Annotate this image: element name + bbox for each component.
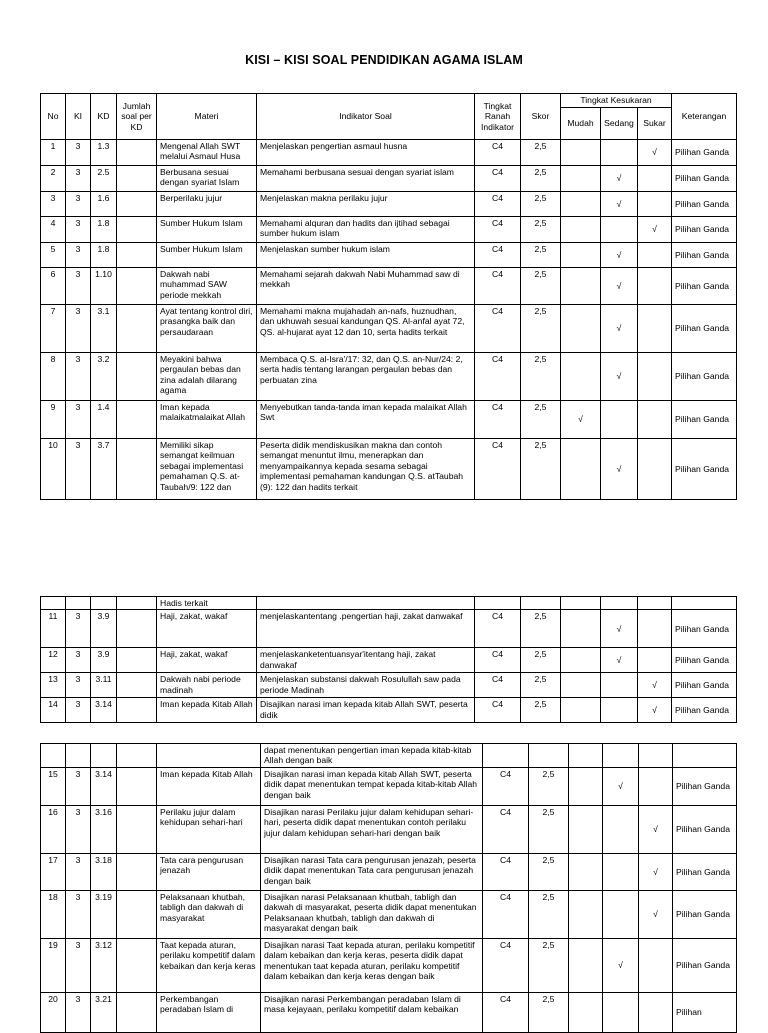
sukar-check: √ xyxy=(638,217,672,243)
kd-cell: 2.5 xyxy=(91,166,117,192)
ki-cell: 3 xyxy=(66,939,91,993)
no-cell: 19 xyxy=(41,939,66,993)
no-cell: 18 xyxy=(41,891,66,939)
mudah-check xyxy=(569,806,603,854)
skor-cell: 2,5 xyxy=(521,140,561,166)
kd-cell: 3.11 xyxy=(91,673,117,698)
jumlah-cell xyxy=(117,993,157,1033)
document-title: KISI – KISI SOAL PENDIDIKAN AGAMA ISLAM xyxy=(245,53,523,67)
kd-cell: 3.16 xyxy=(91,806,117,854)
sedang-check xyxy=(601,401,638,439)
skor-cell: 2,5 xyxy=(521,268,561,305)
sukar-check xyxy=(638,648,672,673)
sedang-check: √ xyxy=(601,610,638,648)
kd-cell: 3.14 xyxy=(91,698,117,723)
jumlah-cell xyxy=(117,698,157,723)
ki-cell: 3 xyxy=(66,854,91,891)
skor-cell: 2,5 xyxy=(521,401,561,439)
skor-cell: 2,5 xyxy=(529,891,569,939)
keterangan-cell: Pilihan Ganda xyxy=(672,673,737,698)
ranah-cell: C4 xyxy=(475,192,521,217)
jumlah-cell xyxy=(117,140,157,166)
indikator-cell: Menyebutkan tanda-tanda iman kepada malaikat Allah Swt xyxy=(257,401,475,439)
jumlah-cell xyxy=(117,217,157,243)
kd-cell: 3.1 xyxy=(91,305,117,353)
sukar-check xyxy=(638,401,672,439)
table-row xyxy=(41,243,737,268)
header-materi: Materi xyxy=(157,94,257,140)
sedang-check xyxy=(601,698,638,723)
materi-cell: Dakwah nabi periode madinah xyxy=(157,673,257,698)
keterangan-cell: Pilihan Ganda xyxy=(672,439,737,500)
indikator-cell: Disajikan narasi Tata cara pengurusan jenazah, peserta didik dapat menentukan Tata cara pengurusan jenazah dengan baik xyxy=(261,854,483,891)
kd-cell: 3.19 xyxy=(91,891,117,939)
table-row xyxy=(41,268,737,305)
no-cell: 2 xyxy=(41,166,66,192)
materi-cell: Haji, zakat, wakaf xyxy=(157,648,257,673)
sedang-check xyxy=(603,806,639,854)
mudah-check: √ xyxy=(561,401,601,439)
mudah-check xyxy=(561,243,601,268)
sukar-check xyxy=(638,243,672,268)
skor-cell: 2,5 xyxy=(521,166,561,192)
jumlah-cell xyxy=(117,401,157,439)
sedang-check xyxy=(601,217,638,243)
sedang-check xyxy=(603,993,639,1033)
indikator-continuation: dapat menentukan pengertian iman kepada kitab-kitab Allah dengan baik xyxy=(261,744,483,768)
kd-cell: 3.7 xyxy=(91,439,117,500)
ki-cell: 3 xyxy=(66,192,91,217)
mudah-check xyxy=(561,698,601,723)
kd-cell: 3.9 xyxy=(91,648,117,673)
materi-cell: Perkembangan peradaban Islam di xyxy=(157,993,261,1033)
skor-cell: 2,5 xyxy=(521,648,561,673)
sukar-check xyxy=(638,268,672,305)
sedang-check: √ xyxy=(601,166,638,192)
sukar-check xyxy=(638,305,672,353)
ranah-cell: C4 xyxy=(483,939,529,993)
indikator-cell: Disajikan narasi Taat kepada aturan, perilaku kompetitif dalam kebaikan dan kerja keras, peserta didik dapat menentukan taat kepada aturan, perilaku kompetitif dalam kebaikan dan kerja keras dengan baik xyxy=(261,939,483,993)
table-row xyxy=(41,439,737,500)
no-cell: 14 xyxy=(41,698,66,723)
mudah-check xyxy=(561,610,601,648)
ki-cell: 3 xyxy=(66,217,91,243)
ki-cell: 3 xyxy=(66,610,91,648)
materi-cell: Berbusana sesuai dengan syariat Islam xyxy=(157,166,257,192)
ranah-cell: C4 xyxy=(475,243,521,268)
materi-cell: Haji, zakat, wakaf xyxy=(157,610,257,648)
ki-cell: 3 xyxy=(66,439,91,500)
table-row xyxy=(41,217,737,243)
sedang-check: √ xyxy=(603,768,639,806)
keterangan-cell: Pilihan Ganda xyxy=(672,166,737,192)
ranah-cell: C4 xyxy=(475,698,521,723)
mudah-check xyxy=(561,192,601,217)
header-jumlah-soal: Jumlah soal per KD xyxy=(117,94,157,140)
header-tingkat-ranah: Tingkat Ranah Indikator xyxy=(475,94,521,140)
indikator-cell: Disajikan narasi Perilaku jujur dalam kehidupan sehari-hari, peserta didik dapat menentukan contoh perilaku jujur dalam kehidupan sehari-hari dengan baik xyxy=(261,806,483,854)
keterangan-cell: Pilihan Ganda xyxy=(673,939,737,993)
sukar-check: √ xyxy=(639,806,673,854)
kd-cell: 3.9 xyxy=(91,610,117,648)
mudah-check xyxy=(569,891,603,939)
jumlah-cell xyxy=(117,854,157,891)
sedang-check: √ xyxy=(601,192,638,217)
indikator-cell: Disajikan narasi Perkembangan peradaban Islam di masa kejayaan, perilaku kompetitif dalam kebaikan xyxy=(261,993,483,1033)
indikator-cell: menjelaskanketentuansyar'itentang haji, zakat danwakaf xyxy=(257,648,475,673)
materi-cell: Taat kepada aturan, perilaku kompetitif dalam kebaikan dan kerja keras xyxy=(157,939,261,993)
skor-cell: 2,5 xyxy=(529,768,569,806)
kd-cell: 1.4 xyxy=(91,401,117,439)
ranah-cell: C4 xyxy=(475,353,521,401)
kisi-table-page-2 xyxy=(40,596,737,723)
sukar-check: √ xyxy=(639,854,673,891)
keterangan-cell: Pilihan Ganda xyxy=(672,217,737,243)
jumlah-cell xyxy=(117,268,157,305)
mudah-check xyxy=(561,268,601,305)
indikator-cell: Membaca Q.S. al-Isra'/17: 32, dan Q.S. an-Nur/24: 2, serta hadis tentang larangan pergaulan bebas dan perbuatan zina xyxy=(257,353,475,401)
table-row xyxy=(41,768,737,806)
no-cell: 5 xyxy=(41,243,66,268)
header-tingkat-kesukaran: Tingkat Kesukaran xyxy=(561,94,672,108)
no-cell: 20 xyxy=(41,993,66,1033)
sedang-check: √ xyxy=(603,939,639,993)
skor-cell: 2,5 xyxy=(529,993,569,1033)
ki-cell: 3 xyxy=(66,993,91,1033)
header-kd: KD xyxy=(91,94,117,140)
skor-cell: 2,5 xyxy=(521,305,561,353)
skor-cell: 2,5 xyxy=(521,698,561,723)
table-row xyxy=(41,993,737,1033)
keterangan-cell: Pilihan Ganda xyxy=(672,243,737,268)
header-sedang: Sedang xyxy=(601,108,638,140)
no-cell: 1 xyxy=(41,140,66,166)
header-indikator-soal: Indikator Soal xyxy=(257,94,475,140)
sukar-check: √ xyxy=(638,673,672,698)
keterangan-cell: Pilihan Ganda xyxy=(672,268,737,305)
ranah-cell: C4 xyxy=(483,768,529,806)
materi-cell: Iman kepada Kitab Allah xyxy=(157,698,257,723)
mudah-check xyxy=(561,305,601,353)
table-row xyxy=(41,673,737,698)
materi-cell: Dakwah nabi muhammad SAW periode mekkah xyxy=(157,268,257,305)
keterangan-cell: Pilihan xyxy=(673,993,737,1033)
jumlah-cell xyxy=(117,353,157,401)
keterangan-cell: Pilihan Ganda xyxy=(673,806,737,854)
indikator-cell: Memahami alquran dan hadits dan ijtihad sebagai sumber hukum islam xyxy=(257,217,475,243)
sedang-check xyxy=(603,854,639,891)
ranah-cell: C4 xyxy=(475,140,521,166)
skor-cell: 2,5 xyxy=(529,939,569,993)
ranah-cell: C4 xyxy=(475,401,521,439)
header-keterangan: Keterangan xyxy=(672,94,737,140)
indikator-cell: Memahami makna mujahadah an-nafs, huznudhan, dan ukhuwah sesuai kandungan QS. Al-anfal ayat 72, QS. al-hujarat ayat 12 dan 10, serta hadits terkait xyxy=(257,305,475,353)
ranah-cell: C4 xyxy=(475,166,521,192)
ranah-cell: C4 xyxy=(475,610,521,648)
kd-cell: 1.8 xyxy=(91,243,117,268)
header-skor: Skor xyxy=(521,94,561,140)
no-cell: 11 xyxy=(41,610,66,648)
jumlah-cell xyxy=(117,806,157,854)
no-cell: 7 xyxy=(41,305,66,353)
table-row xyxy=(41,610,737,648)
indikator-cell: Memahami sejarah dakwah Nabi Muhammad saw di mekkah xyxy=(257,268,475,305)
sukar-check: √ xyxy=(638,140,672,166)
header-mudah: Mudah xyxy=(561,108,601,140)
table-row xyxy=(41,648,737,673)
indikator-cell: Memahami berbusana sesuai dengan syariat islam xyxy=(257,166,475,192)
no-cell: 3 xyxy=(41,192,66,217)
mudah-check xyxy=(561,166,601,192)
keterangan-cell: Pilihan Ganda xyxy=(673,891,737,939)
no-cell: 10 xyxy=(41,439,66,500)
header-ki: KI xyxy=(66,94,91,140)
ki-cell: 3 xyxy=(66,891,91,939)
keterangan-cell: Pilihan Ganda xyxy=(672,610,737,648)
table-row xyxy=(41,305,737,353)
keterangan-cell: Pilihan Ganda xyxy=(672,401,737,439)
kd-cell: 3.2 xyxy=(91,353,117,401)
no-cell: 17 xyxy=(41,854,66,891)
kd-cell: 3.12 xyxy=(91,939,117,993)
no-cell: 15 xyxy=(41,768,66,806)
skor-cell: 2,5 xyxy=(521,217,561,243)
ranah-cell: C4 xyxy=(483,854,529,891)
skor-cell: 2,5 xyxy=(521,243,561,268)
continuation-row xyxy=(41,744,737,768)
indikator-cell: menjelaskantentang .pengertian haji, zakat danwakaf xyxy=(257,610,475,648)
sedang-check: √ xyxy=(601,268,638,305)
sukar-check: √ xyxy=(638,698,672,723)
ki-cell: 3 xyxy=(66,305,91,353)
sukar-check xyxy=(638,610,672,648)
kisi-table-page-1 xyxy=(40,93,737,500)
ranah-cell: C4 xyxy=(475,217,521,243)
ki-cell: 3 xyxy=(66,166,91,192)
materi-cell: Iman kepada Kitab Allah xyxy=(157,768,261,806)
jumlah-cell xyxy=(117,891,157,939)
ki-cell: 3 xyxy=(66,140,91,166)
table-row xyxy=(41,166,737,192)
ranah-cell: C4 xyxy=(475,648,521,673)
mudah-check xyxy=(561,648,601,673)
keterangan-cell: Pilihan Ganda xyxy=(673,768,737,806)
materi-continuation: Hadis terkait xyxy=(157,597,257,610)
table-row xyxy=(41,401,737,439)
table-row xyxy=(41,854,737,891)
table-row xyxy=(41,353,737,401)
mudah-check xyxy=(561,673,601,698)
sedang-check: √ xyxy=(601,305,638,353)
kd-cell: 1.6 xyxy=(91,192,117,217)
sukar-check xyxy=(639,768,673,806)
no-cell: 4 xyxy=(41,217,66,243)
table-row xyxy=(41,891,737,939)
jumlah-cell xyxy=(117,243,157,268)
ranah-cell: C4 xyxy=(475,268,521,305)
jumlah-cell xyxy=(117,673,157,698)
kd-cell: 3.18 xyxy=(91,854,117,891)
ki-cell: 3 xyxy=(66,698,91,723)
materi-cell: Berperilaku jujur xyxy=(157,192,257,217)
ranah-cell: C4 xyxy=(483,806,529,854)
jumlah-cell xyxy=(117,610,157,648)
indikator-cell: Menjelaskan substansi dakwah Rosulullah saw pada periode Madinah xyxy=(257,673,475,698)
indikator-cell: Menjelaskan makna perilaku jujur xyxy=(257,192,475,217)
sukar-check: √ xyxy=(639,891,673,939)
ki-cell: 3 xyxy=(66,268,91,305)
mudah-check xyxy=(561,140,601,166)
no-cell: 8 xyxy=(41,353,66,401)
skor-cell: 2,5 xyxy=(521,673,561,698)
mudah-check xyxy=(569,993,603,1033)
materi-cell: Meyakini bahwa pergaulan bebas dan zina adalah dilarang agama xyxy=(157,353,257,401)
jumlah-cell xyxy=(117,648,157,673)
kd-cell: 3.14 xyxy=(91,768,117,806)
mudah-check xyxy=(569,768,603,806)
jumlah-cell xyxy=(117,939,157,993)
no-cell: 9 xyxy=(41,401,66,439)
mudah-check xyxy=(561,217,601,243)
no-cell: 13 xyxy=(41,673,66,698)
table-body-page-3 xyxy=(41,744,737,1033)
materi-cell: Tata cara pengurusan jenazah xyxy=(157,854,261,891)
sukar-check xyxy=(639,939,673,993)
sedang-check: √ xyxy=(601,648,638,673)
continuation-row xyxy=(41,597,737,610)
skor-cell: 2,5 xyxy=(521,192,561,217)
ranah-cell: C4 xyxy=(483,891,529,939)
ki-cell: 3 xyxy=(66,806,91,854)
table-row xyxy=(41,939,737,993)
indikator-cell: Menjelaskan pengertian asmaul husna xyxy=(257,140,475,166)
skor-cell: 2,5 xyxy=(521,439,561,500)
jumlah-cell xyxy=(117,166,157,192)
jumlah-cell xyxy=(117,305,157,353)
keterangan-cell: Pilihan Ganda xyxy=(672,305,737,353)
skor-cell: 2,5 xyxy=(529,854,569,891)
keterangan-cell: Pilihan Ganda xyxy=(672,698,737,723)
header-no: No xyxy=(41,94,66,140)
mudah-check xyxy=(569,854,603,891)
sukar-check xyxy=(638,166,672,192)
keterangan-cell: Pilihan Ganda xyxy=(672,648,737,673)
ki-cell: 3 xyxy=(66,768,91,806)
mudah-check xyxy=(561,439,601,500)
ranah-cell: C4 xyxy=(475,305,521,353)
no-cell: 16 xyxy=(41,806,66,854)
ki-cell: 3 xyxy=(66,243,91,268)
header-sukar: Sukar xyxy=(638,108,672,140)
keterangan-cell: Pilihan Ganda xyxy=(672,353,737,401)
indikator-cell: Peserta didik mendiskusikan makna dan contoh semangat menuntut ilmu, menerapkan dan menyampaikannya kepada sesama sebagai implementasi pemahaman kandungan Q.S. atTaubah (9): 122 dan hadits terkait xyxy=(257,439,475,500)
materi-cell: Sumber Hukum Islam xyxy=(157,243,257,268)
sedang-check xyxy=(603,891,639,939)
jumlah-cell xyxy=(117,768,157,806)
kd-cell: 1.3 xyxy=(91,140,117,166)
materi-cell: Sumber Hukum Islam xyxy=(157,217,257,243)
skor-cell: 2,5 xyxy=(521,353,561,401)
table-row xyxy=(41,806,737,854)
ki-cell: 3 xyxy=(66,673,91,698)
sedang-check: √ xyxy=(601,439,638,500)
kd-cell: 3.21 xyxy=(91,993,117,1033)
materi-cell: Pelaksanaan khutbah, tabligh dan dakwah di masyarakat xyxy=(157,891,261,939)
sukar-check xyxy=(638,192,672,217)
indikator-cell: Disajikan narasi Pelaksanaan khutbah, tabligh dan dakwah di masyarakat, peserta didik dapat menentukan Pelaksanaan khutbah, tabligh dan dakwah di masyarakat dengan baik xyxy=(261,891,483,939)
keterangan-cell: Pilihan Ganda xyxy=(673,854,737,891)
jumlah-cell xyxy=(117,192,157,217)
materi-cell: Mengenal Allah SWT melalui Asmaul Husa xyxy=(157,140,257,166)
table-body-page-2 xyxy=(41,597,737,723)
sedang-check: √ xyxy=(601,353,638,401)
sukar-check xyxy=(638,439,672,500)
kd-cell: 1.8 xyxy=(91,217,117,243)
sukar-check xyxy=(639,993,673,1033)
ki-cell: 3 xyxy=(66,401,91,439)
sedang-check xyxy=(601,140,638,166)
materi-cell: Perilaku jujur dalam kehidupan sehari-hari xyxy=(157,806,261,854)
table-row xyxy=(41,192,737,217)
mudah-check xyxy=(569,939,603,993)
ranah-cell: C4 xyxy=(475,439,521,500)
table-row xyxy=(41,698,737,723)
ranah-cell: C4 xyxy=(475,673,521,698)
ki-cell: 3 xyxy=(66,353,91,401)
indikator-cell: Disajikan narasi iman kepada kitab Allah SWT, peserta didik dapat menentukan tempat kepada kitab-kitab Allah dengan baik xyxy=(261,768,483,806)
indikator-cell: Disajikan narasi iman kepada kitab Allah SWT, peserta didik xyxy=(257,698,475,723)
jumlah-cell xyxy=(117,439,157,500)
skor-cell: 2,5 xyxy=(521,610,561,648)
materi-cell: Iman kepada malaikatmalaikat Allah xyxy=(157,401,257,439)
no-cell: 6 xyxy=(41,268,66,305)
skor-cell: 2,5 xyxy=(529,806,569,854)
keterangan-cell: Pilihan Ganda xyxy=(672,140,737,166)
ki-cell: 3 xyxy=(66,648,91,673)
table-body-page-1 xyxy=(41,140,737,500)
keterangan-cell: Pilihan Ganda xyxy=(672,192,737,217)
indikator-cell: Menjelaskan sumber hukum islam xyxy=(257,243,475,268)
ranah-cell: C4 xyxy=(483,993,529,1033)
sukar-check xyxy=(638,353,672,401)
table-row xyxy=(41,140,737,166)
sedang-check: √ xyxy=(601,243,638,268)
no-cell: 12 xyxy=(41,648,66,673)
kd-cell: 1.10 xyxy=(91,268,117,305)
kisi-table-page-3 xyxy=(40,743,737,1033)
mudah-check xyxy=(561,353,601,401)
materi-cell: Ayat tentang kontrol diri, prasangka baik dan persaudaraan xyxy=(157,305,257,353)
materi-cell: Memiliki sikap semangat keilmuan sebagai implementasi pemahaman Q.S. at-Taubah/9: 122 dan xyxy=(157,439,257,500)
sedang-check xyxy=(601,673,638,698)
